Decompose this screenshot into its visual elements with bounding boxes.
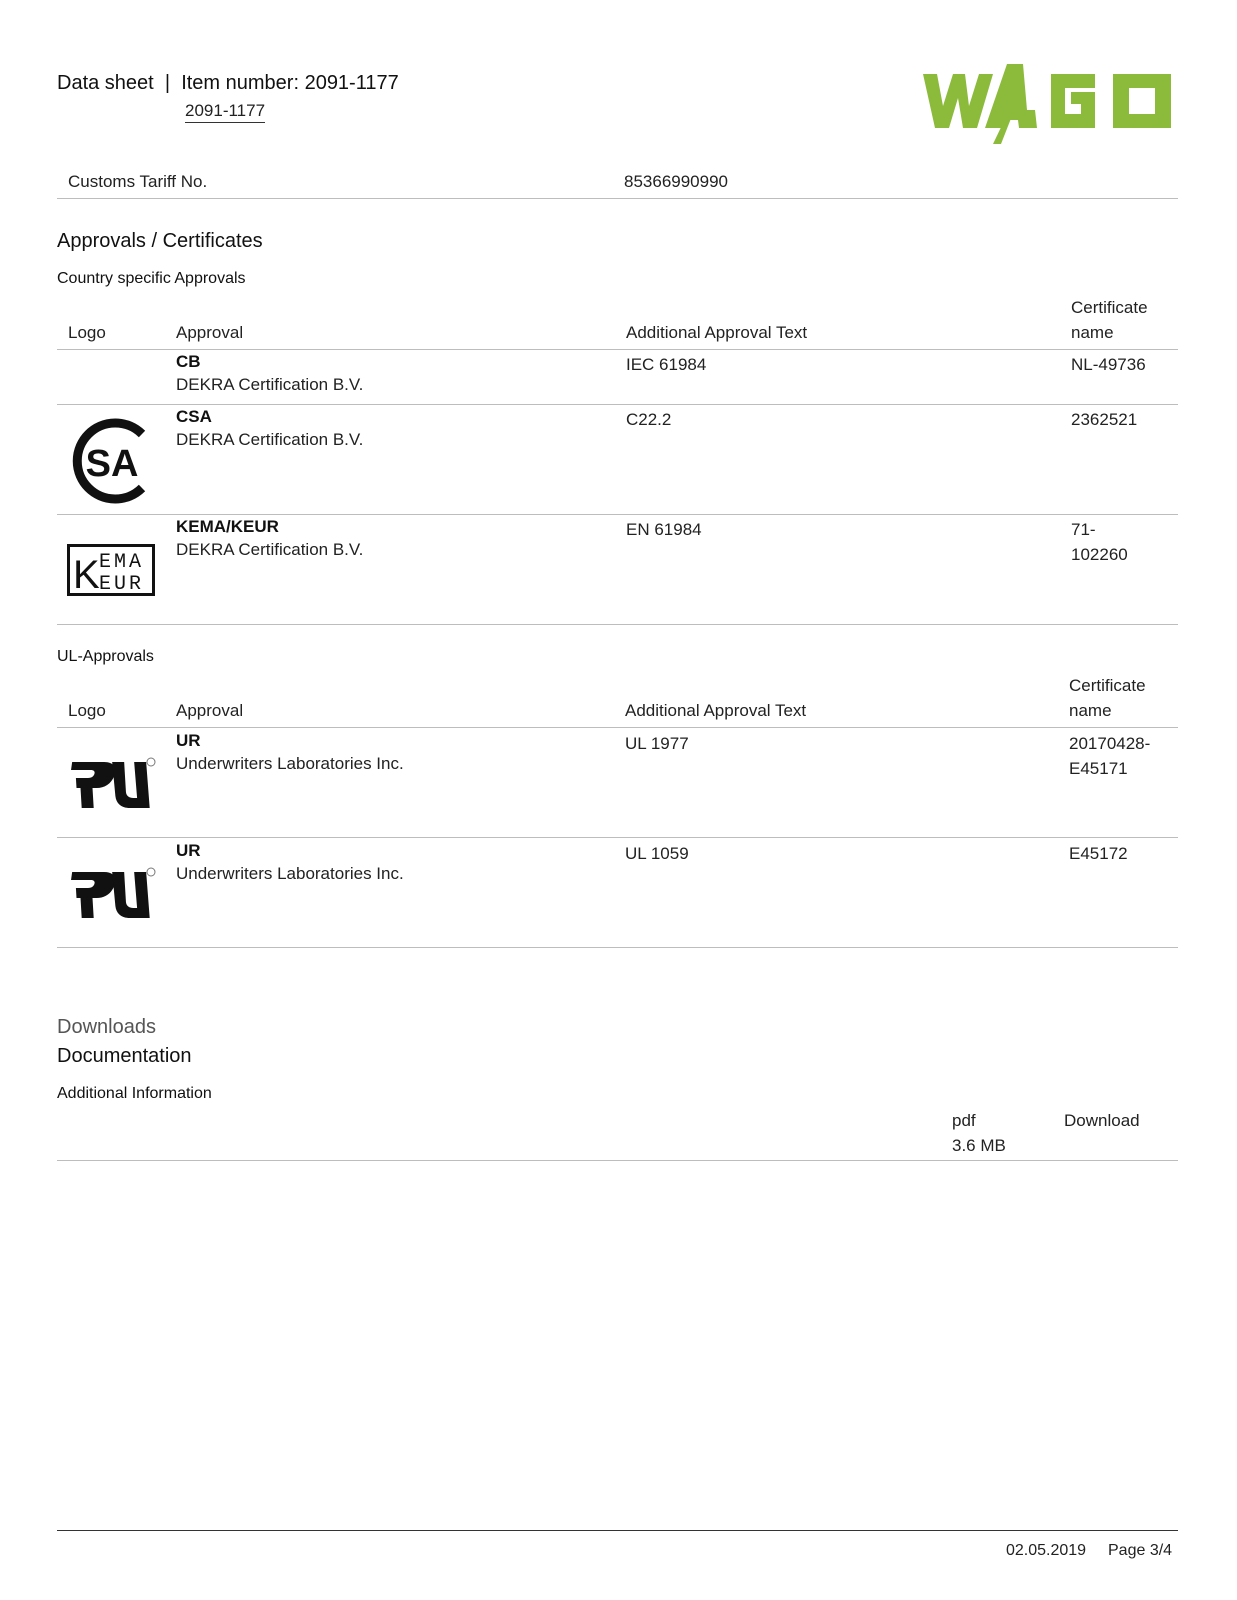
divider (57, 349, 1178, 350)
approval-org: Underwriters Laboratories Inc. (176, 864, 404, 883)
approval-name: CB (176, 352, 201, 371)
documentation-title: Documentation (57, 1045, 192, 1067)
col-header-approval: Approval (176, 701, 244, 720)
approval-org: DEKRA Certification B.V. (176, 375, 364, 394)
table-row (176, 731, 404, 776)
cert-header-line2: name (1069, 701, 1112, 720)
col-header-logo: Logo (68, 701, 106, 720)
item-number-link[interactable]: 2091-1177 (185, 101, 265, 123)
col-header-cert (1071, 295, 1148, 345)
csa-logo-icon (72, 418, 152, 504)
approval-name: UR (176, 841, 201, 860)
approval-org: DEKRA Certification B.V. (176, 430, 364, 449)
col-header-cert (1069, 673, 1146, 723)
table-row (176, 841, 404, 886)
table-row (176, 517, 363, 562)
approval-org: DEKRA Certification B.V. (176, 540, 364, 559)
svg-text:EMA: EMA (99, 551, 145, 574)
approval-text: UL 1977 (625, 734, 689, 753)
divider (57, 404, 1178, 405)
approval-name: KEMA/KEUR (176, 517, 279, 536)
customs-label: Customs Tariff No. (68, 172, 208, 191)
divider (57, 727, 1178, 728)
col-header-text: Additional Approval Text (626, 323, 808, 342)
divider (57, 514, 1178, 515)
cert-header-line1: Certificate (1071, 298, 1148, 317)
col-header-approval: Approval (176, 323, 244, 342)
kema-keur-logo-icon (67, 544, 155, 596)
cert-header-line1: Certificate (1069, 676, 1146, 695)
ur-logo-icon (67, 756, 157, 812)
certificate-name: 2362521 (1071, 410, 1138, 429)
svg-text:K: K (73, 553, 100, 596)
customs-value: 85366990990 (624, 172, 729, 191)
divider (57, 1160, 1178, 1161)
page-title (57, 72, 399, 95)
table-row (176, 407, 363, 452)
ur-logo-icon (67, 866, 157, 922)
title-separator: | (164, 72, 171, 94)
col-header-text: Additional Approval Text (625, 701, 807, 720)
downloads-title: Downloads (57, 1016, 156, 1038)
certificate-name: E45172 (1069, 844, 1128, 863)
cert-line2: E45171 (1069, 759, 1128, 778)
footer-divider (57, 1530, 1178, 1531)
cert-line1: 20170428- (1069, 734, 1151, 753)
svg-text:EUR: EUR (99, 573, 145, 596)
divider (57, 837, 1178, 838)
col-header-logo: Logo (68, 323, 106, 342)
approvals-title: Approvals / Certificates (57, 230, 263, 252)
approval-text: EN 61984 (626, 520, 702, 539)
svg-text:SA: SA (85, 443, 139, 485)
divider (57, 947, 1178, 948)
footer-page: Page 3/4 (1108, 1542, 1173, 1559)
approval-text: C22.2 (626, 410, 672, 429)
certificate-name (1071, 517, 1128, 567)
file-size: 3.6 MB (952, 1136, 1006, 1155)
certificate-name: NL-49736 (1071, 355, 1146, 374)
certificate-name (1069, 731, 1150, 781)
footer-date: 02.05.2019 (1006, 1542, 1087, 1559)
table-row (176, 352, 363, 397)
country-approvals-subtitle: Country specific Approvals (57, 270, 246, 287)
approval-text: UL 1059 (625, 844, 689, 863)
download-link[interactable]: Download (1064, 1111, 1140, 1130)
cert-header-line2: name (1071, 323, 1114, 342)
additional-info-subtitle: Additional Information (57, 1085, 212, 1102)
approval-name: UR (176, 731, 201, 750)
item-number-label: Item number: 2091-1177 (181, 72, 399, 94)
wago-logo (923, 58, 1181, 144)
approval-name: CSA (176, 407, 212, 426)
divider (57, 624, 1178, 625)
approval-text: IEC 61984 (626, 355, 707, 374)
file-meta (952, 1108, 1006, 1158)
doc-label: Data sheet (57, 72, 154, 94)
cert-line2: 102260 (1071, 545, 1128, 564)
divider (57, 198, 1178, 199)
file-type: pdf (952, 1111, 976, 1130)
approval-org: Underwriters Laboratories Inc. (176, 754, 404, 773)
cert-line1: 71- (1071, 520, 1096, 539)
ul-approvals-subtitle: UL-Approvals (57, 648, 154, 665)
brand-text: WAGO (923, 58, 927, 59)
